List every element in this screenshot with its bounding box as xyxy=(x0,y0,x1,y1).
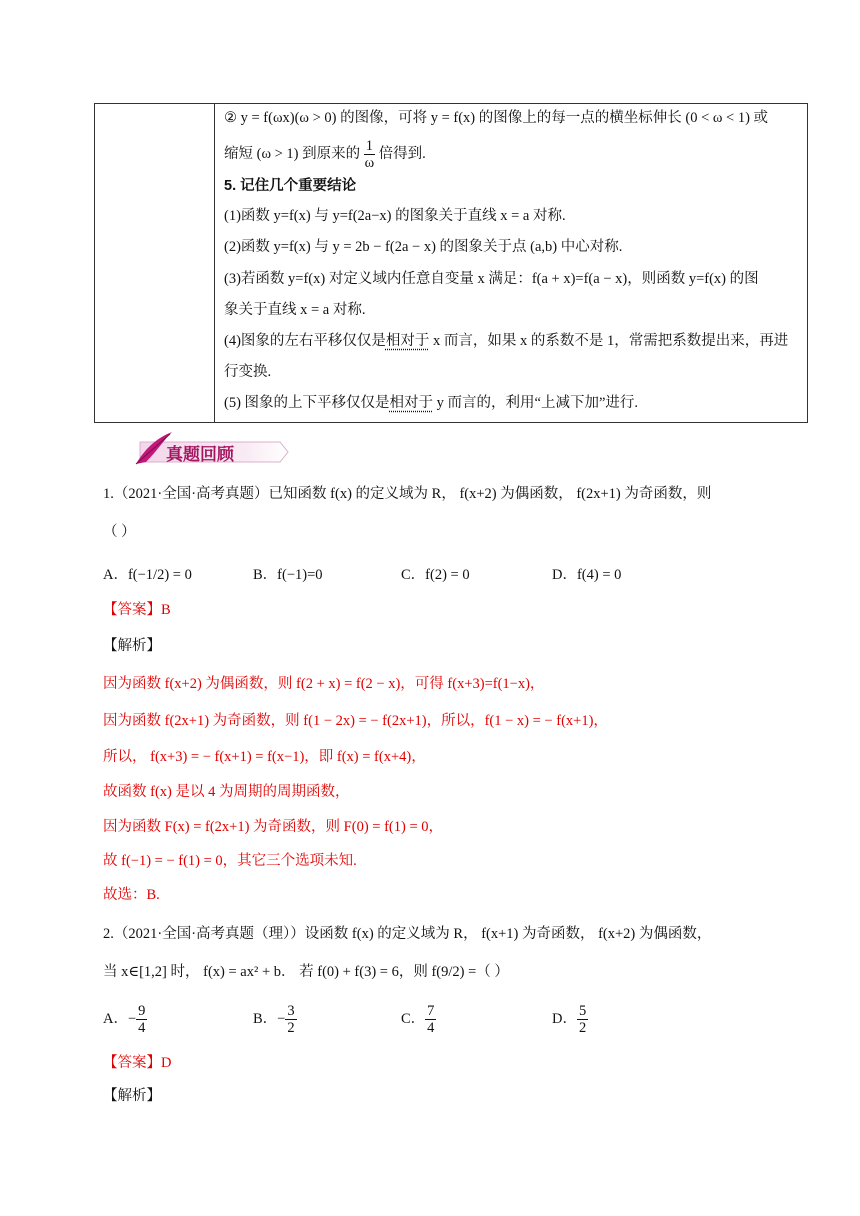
q2-stem-2: 当 x∈[1,2] 时， f(x) = ax² + b． 若 f(0) + f(3) = 6，则 f(9/2) =（ ） xyxy=(103,964,509,980)
table-row-1: ② y = f(ωx)(ω > 0) 的图像，可将 y = f(x) 的图像上的每一点的横坐标伸长 (0 < ω < 1) 或 xyxy=(224,110,769,126)
q1-option-b: B．f(−1)=0 xyxy=(253,567,323,583)
q2-stem: 2.（2021·全国·高考真题（理））设函数 f(x) 的定义域为 R， f(x+1) 为奇函数， f(x+2) 为偶函数， xyxy=(103,926,712,942)
q2-analysis-label: 【解析】 xyxy=(103,1088,161,1104)
q2-answer: 【答案】D xyxy=(103,1055,172,1071)
conclusion-2: (2)函数 y=f(x) 与 y = 2b − f(2a − x) 的图象关于点 (a,b) 中心对称. xyxy=(224,239,623,255)
table-row-2: 缩短 (ω > 1) 到原来的 $\frac{1}{\omega}$ 倍得到. xyxy=(224,138,426,171)
banner-title: 真题回顾 xyxy=(166,445,234,465)
table-divider xyxy=(214,104,215,422)
q2-option-c: C． $\frac{7}{4}$ xyxy=(401,1003,435,1036)
q1-solution-1: 因为函数 f(x+2) 为偶函数，则 f(2 + x) = f(2 − x)，可得 f(x+3)=f(1−x)， xyxy=(103,676,545,692)
section-heading: 5. 记住几个重要结论 xyxy=(224,178,357,194)
conclusion-1: (1)函数 y=f(x) 与 y=f(2a−x) 的图象关于直线 x = a 对称. xyxy=(224,208,566,224)
q2-option-b: B．− $\frac{3}{2}$ xyxy=(253,1003,295,1036)
q1-solution-7: 故选：B. xyxy=(103,887,160,903)
section-banner xyxy=(130,430,290,468)
q1-option-a: A．f(−1/2) = 0 xyxy=(103,567,192,583)
q1-solution-2: 因为函数 f(2x+1) 为奇函数，则 f(1 − 2x) = − f(2x+1)，所以，f(1 − x) = − f(x+1)， xyxy=(103,713,608,729)
q1-option-c: C．f(2) = 0 xyxy=(401,567,470,583)
q2-option-a: A．− $\frac{9}{4}$ xyxy=(103,1003,146,1036)
q1-solution-3: 所以， f(x+3) = − f(x+1) = f(x−1)，即 f(x) = f(x+4)， xyxy=(103,749,426,765)
conclusions-table xyxy=(94,103,808,423)
q1-paren: （ ） xyxy=(103,524,136,540)
q1-solution-6: 故 f(−1) = − f(1) = 0，其它三个选项未知. xyxy=(103,853,357,869)
conclusion-4a: (4)图象的左右平移仅仅是相对于 x 而言，如果 x 的系数不是 1，常需把系数提出来，再进 xyxy=(224,333,789,349)
q1-solution-5: 因为函数 F(x) = f(2x+1) 为奇函数，则 F(0) = f(1) = 0， xyxy=(103,819,443,835)
conclusion-3b: 象关于直线 x = a 对称. xyxy=(224,302,366,318)
q1-analysis-label: 【解析】 xyxy=(103,638,161,654)
conclusion-4b: 行变换. xyxy=(224,364,272,380)
q1-stem: 1.（2021·全国·高考真题）已知函数 f(x) 的定义域为 R， f(x+2) 为偶函数， f(2x+1) 为奇函数，则 xyxy=(103,486,712,502)
conclusion-3a: (3)若函数 y=f(x) 对定义域内任意自变量 x 满足：f(a + x)=f(a − x)，则函数 y=f(x) 的图 xyxy=(224,271,759,287)
fraction-1-omega: $\frac{1}{\omega}$ xyxy=(364,138,375,171)
conclusion-5: (5) 图象的上下平移仅仅是相对于 y 而言的，利用“上减下加”进行. xyxy=(224,395,639,411)
q1-option-d: D．f(4) = 0 xyxy=(552,567,622,583)
q1-answer: 【答案】B xyxy=(103,602,171,618)
q2-option-d: D． $\frac{5}{2}$ xyxy=(552,1003,587,1036)
q1-solution-4: 故函数 f(x) 是以 4 为周期的周期函数， xyxy=(103,784,350,800)
